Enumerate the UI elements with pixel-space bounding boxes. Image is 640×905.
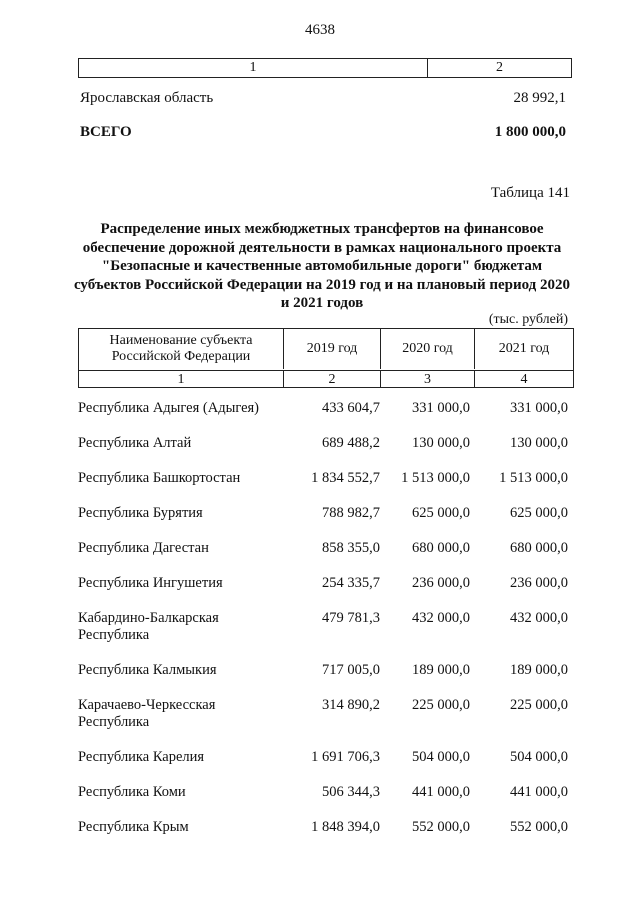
prev-col-1-number: 1 <box>79 59 428 77</box>
row-region-name: Республика Коми <box>78 784 186 800</box>
row-value-2020: 225 000,0 <box>412 697 470 713</box>
row-value-2020: 504 000,0 <box>412 749 470 765</box>
col-header-2019: 2019 год <box>284 329 381 369</box>
row-value-2021: 236 000,0 <box>510 575 568 591</box>
col-header-name: Наименование субъекта Российской Федерации <box>79 329 284 369</box>
row-value-2021: 441 000,0 <box>510 784 568 800</box>
row-value-2019: 433 604,7 <box>322 400 380 416</box>
row-region-name: Республика Крым <box>78 819 189 835</box>
col-header-2021: 2021 год <box>498 341 550 356</box>
row-region-name: Республика Дагестан <box>78 540 209 556</box>
col-header-2020: 2020 год <box>381 329 475 369</box>
row-value-2020: 441 000,0 <box>412 784 470 800</box>
row-value-2019: 788 982,7 <box>322 505 380 521</box>
row-value-2021: 680 000,0 <box>510 540 568 556</box>
prev-row-name: Ярославская область <box>80 90 214 106</box>
table-units: (тыс. рублей) <box>488 312 568 327</box>
row-value-2020: 189 000,0 <box>412 662 470 678</box>
total-label: ВСЕГО <box>80 124 132 140</box>
row-value-2019: 717 005,0 <box>322 662 380 678</box>
row-value-2021: 625 000,0 <box>510 505 568 521</box>
row-region-name: Республика Ингушетия <box>78 575 223 591</box>
table-title: Распределение иных межбюджетных трансфертов на финансовое обеспечение дорожной деятельности в рамках национального проекта "Безопасные и качественные автомобильные дороги" бюджетам субъектов Российской Федерации на 2019 год и на плановый период 2020 и 2021 годов <box>73 221 571 311</box>
row-value-2019: 314 890,2 <box>322 697 380 713</box>
prev-row-value: 28 992,1 <box>513 90 566 106</box>
row-value-2020: 552 000,0 <box>412 819 470 835</box>
row-value-2020: 625 000,0 <box>412 505 470 521</box>
row-value-2021: 432 000,0 <box>510 610 568 626</box>
row-value-2021: 130 000,0 <box>510 435 568 451</box>
row-value-2019: 479 781,3 <box>322 610 380 626</box>
row-region-name: Республика Карелия <box>78 749 205 765</box>
row-value-2019: 858 355,0 <box>322 540 380 556</box>
row-value-2019: 1 691 706,3 <box>311 749 380 765</box>
row-value-2019: 689 488,2 <box>322 435 380 451</box>
col-number-4: 4 <box>475 370 573 388</box>
row-region-name: Республика Калмыкия <box>78 662 217 678</box>
prev-table-header <box>78 58 572 78</box>
row-value-2019: 506 344,3 <box>322 784 380 800</box>
row-value-2020: 130 000,0 <box>412 435 470 451</box>
page-number: 4638 <box>305 22 335 38</box>
row-value-2019: 1 834 552,7 <box>311 470 380 486</box>
row-value-2020: 432 000,0 <box>412 610 470 626</box>
row-value-2021: 552 000,0 <box>510 819 568 835</box>
row-value-2021: 225 000,0 <box>510 697 568 713</box>
row-value-2019: 254 335,7 <box>322 575 380 591</box>
row-value-2021: 504 000,0 <box>510 749 568 765</box>
row-value-2020: 331 000,0 <box>412 400 470 416</box>
row-value-2019: 1 848 394,0 <box>311 819 380 835</box>
row-value-2020: 680 000,0 <box>412 540 470 556</box>
row-region-name: Республика Башкортостан <box>78 470 241 486</box>
row-value-2021: 189 000,0 <box>510 662 568 678</box>
row-region-name: Республика Алтай <box>78 435 192 451</box>
table-caption: Таблица 141 <box>490 185 570 201</box>
row-region-name: Республика Адыгея (Адыгея) <box>78 400 260 416</box>
row-region-name: Кабардино-Балкарская Республика <box>78 610 219 643</box>
row-value-2021: 331 000,0 <box>510 400 568 416</box>
prev-col-2-number: 2 <box>496 60 503 75</box>
total-value: 1 800 000,0 <box>494 124 566 140</box>
row-region-name: Карачаево-Черкесская Республика <box>78 697 216 730</box>
row-value-2020: 236 000,0 <box>412 575 470 591</box>
table-header <box>78 328 574 388</box>
col-number-1: 1 <box>79 370 284 388</box>
row-value-2020: 1 513 000,0 <box>401 470 470 486</box>
col-number-2: 2 <box>284 370 381 388</box>
row-region-name: Республика Бурятия <box>78 505 203 521</box>
row-value-2021: 1 513 000,0 <box>499 470 568 486</box>
col-number-3: 3 <box>381 370 475 388</box>
